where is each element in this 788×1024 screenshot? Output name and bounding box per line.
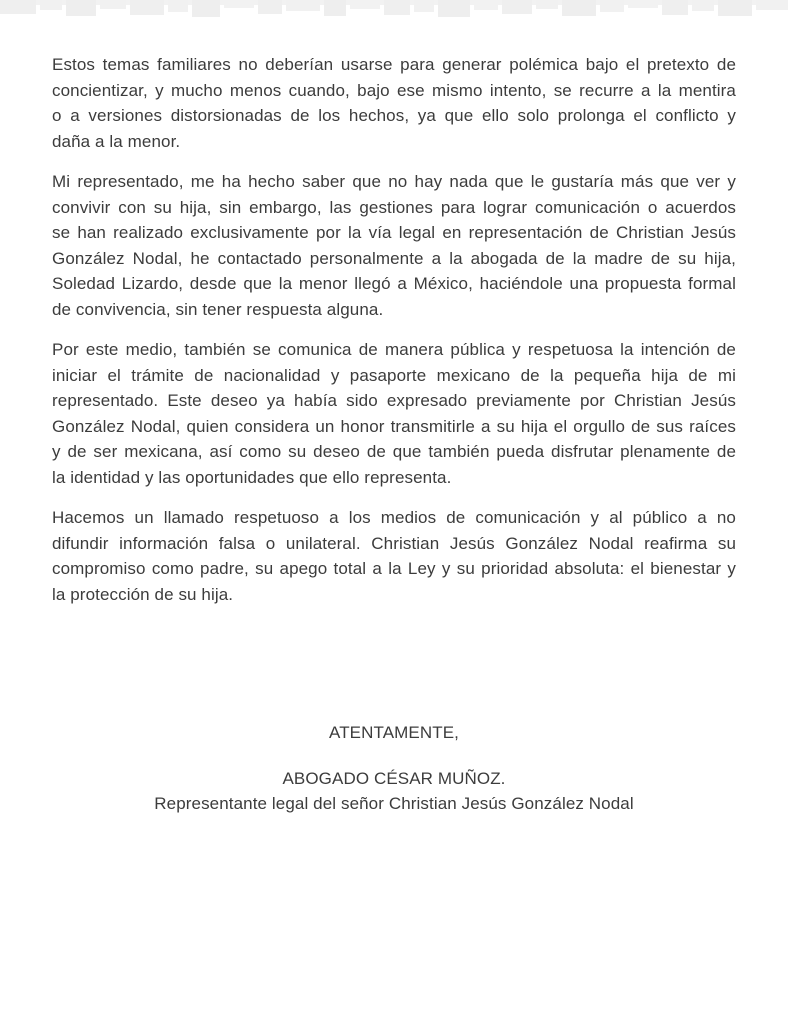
text-line: compromiso como padre, su apego total a la Ley y su prioridad absoluta: el bienestar y: [52, 559, 736, 578]
text-line: Por este medio, también se comunica de manera pública y respetuosa la intención de: [52, 340, 736, 359]
paragraph-list: [52, 52, 736, 607]
text-line: la protección de su hija.: [52, 584, 234, 604]
text-line: Estos temas familiares no deberían usarse para generar polémica bajo el pretexto de: [52, 55, 736, 74]
text-line: convivir con su hija, sin embargo, las gestiones para lograr comunicación o acuerdos: [52, 197, 736, 217]
text-line: González Nodal, quien considera un honor transmitirle a su hija el orgullo de sus raíces: [52, 416, 736, 436]
text-line: Hacemos un llamado respetuoso a los medios de comunicación y al público a no: [52, 508, 736, 527]
paragraph: [52, 505, 736, 607]
text-line: iniciar el trámite de nacionalidad y pasaporte mexicano de la pequeña hija de mi: [52, 365, 736, 385]
text-line: difundir información falsa o unilateral. Christian Jesús González Nodal reafirma su: [52, 533, 736, 553]
letter-body: [52, 20, 736, 817]
text-line: se han realizado exclusivamente por la vía legal en representación de Christian Jesús: [52, 223, 736, 242]
text-line: o a versiones distorsionadas de los hechos, ya que ello solo prolonga el conflicto y: [52, 106, 736, 125]
signature-name: ABOGADO CÉSAR MUÑOZ.: [282, 768, 506, 788]
closing-line: ATENTAMENTE,: [329, 723, 459, 742]
cutoff-text-strip: [0, 0, 788, 20]
text-line: Soledad Lizardo, desde que la menor llegó a México, haciéndole una propuesta formal: [52, 274, 736, 293]
signature-block: [52, 766, 736, 817]
text-line: de convivencia, sin tener respuesta alguna.: [52, 299, 384, 319]
text-line: representado. Este deseo ya había sido expresado previamente por Christian Jesús: [52, 391, 736, 410]
paragraph: [52, 169, 736, 322]
text-line: daña a la menor.: [52, 131, 181, 151]
text-line: González Nodal, he contactado personalmente a la abogada de la madre de su hija,: [52, 248, 736, 268]
paragraph: [52, 337, 736, 490]
text-line: y de ser mexicana, así como su deseo de que también pueda disfrutar plenamente de: [52, 442, 736, 461]
text-line: concientizar, y mucho menos cuando, bajo ese mismo intento, se recurre a la mentira: [52, 80, 736, 100]
signature-role: Representante legal del señor Christian Jesús González Nodal: [154, 794, 634, 813]
paragraph: [52, 52, 736, 154]
text-line: la identidad y las oportunidades que ello representa.: [52, 467, 452, 487]
text-line: Mi representado, me ha hecho saber que no hay nada que le gustaría más que ver y: [52, 172, 736, 191]
